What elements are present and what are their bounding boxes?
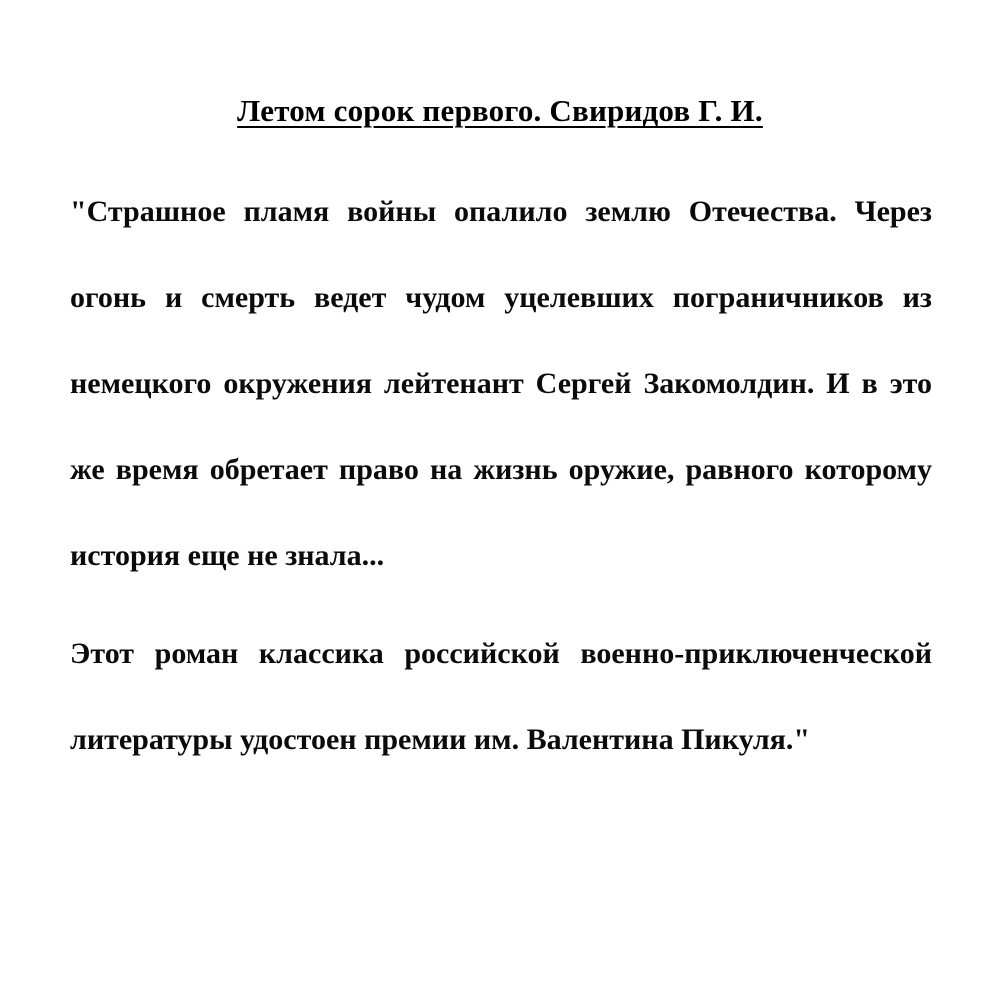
- paragraph-2: Этот роман классика российской военно-приключенческой литературы удостоен премии им. Валентина Пикуля.": [70, 637, 932, 757]
- page-title: [0, 0, 1000, 129]
- paragraph-1: "Страшное пламя войны опалило землю Отечества. Через огонь и смерть ведет чудом уцелевших пограничников из немецкого окружения лейтенант Сергей Закомолдин. И в это же время обретает право на жизнь оружие, равного которому история еще не знала...: [70, 195, 932, 573]
- page-title-text: Летом сорок первого. Свиридов Г. И.: [237, 93, 763, 128]
- document-body: [0, 169, 1000, 783]
